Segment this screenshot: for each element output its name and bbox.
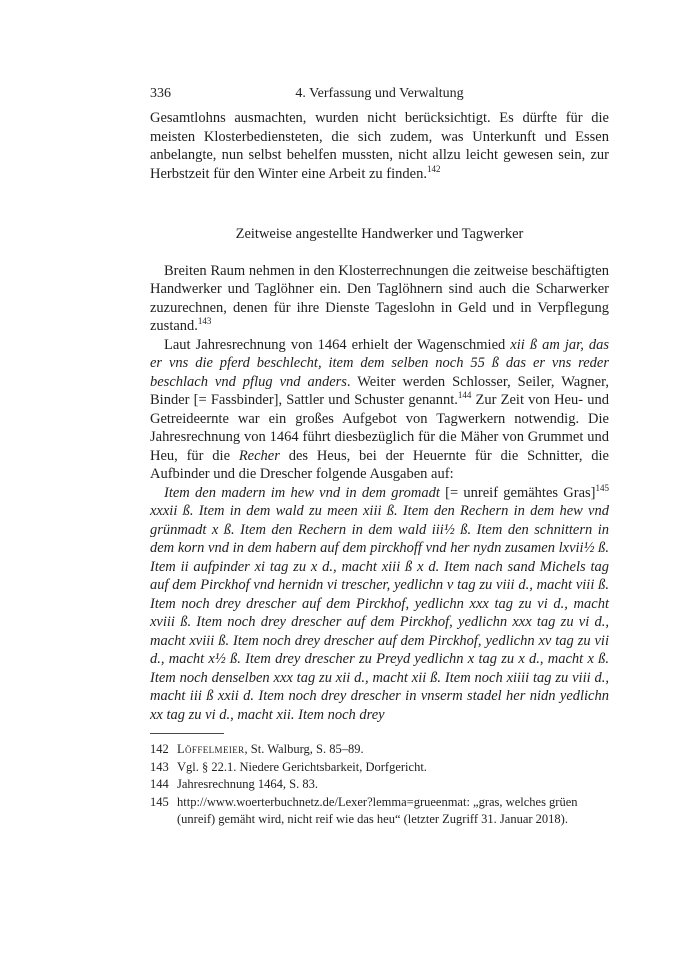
text-run: Recher <box>238 447 280 464</box>
text-run: [= unreif gemähtes Gras] <box>439 484 596 501</box>
paragraph-jahresrechnung <box>150 336 609 484</box>
footnote-number: 144 <box>150 777 169 791</box>
footnote-separator <box>150 733 224 734</box>
chapter-title: 4. Verfassung und Verwaltung <box>295 86 464 101</box>
text-run: Jahresrechnung 1464, S. 83. <box>177 777 318 791</box>
footnote-number: 143 <box>150 759 169 774</box>
footnote-reference: 145 <box>595 482 610 493</box>
text-run: Laut Jahresrechnung von 1464 erhielt der Wagenschmied <box>164 336 511 353</box>
paragraph-intro <box>150 109 609 183</box>
paragraph-quote <box>150 484 609 725</box>
text-block <box>150 109 609 724</box>
text-run: Zur Zeit von Heu- und Getreideernte war ein großes Aufgebot von Tagwerkern notwendig. Die Jahresrechnung von 1464 führt diesbezüglich für die Mäher von Grummet und Heu, für die <box>150 392 609 464</box>
text-run: xii ß am jar, das er vns die pferd beschlecht, item dem selben noch 55 ß das er vns reder beschlach vnd pflug vnd anders <box>150 336 610 390</box>
paragraph-handwerker <box>150 262 609 336</box>
text-run: . Weiter werden Schlosser, Seiler, Wagner, Binder [= Fassbinder], Sattler und Schuster genannt. <box>150 373 609 408</box>
running-header <box>150 86 609 104</box>
footnote-text <box>177 795 578 827</box>
footnote-text <box>177 742 364 756</box>
text-run: Item den madern im hew vnd in dem gromadt <box>164 484 440 501</box>
footnote-144 <box>150 776 609 794</box>
page-number: 336 <box>150 86 171 101</box>
footnote-142 <box>150 741 609 759</box>
footnote-text <box>177 777 318 791</box>
footnote-text <box>177 760 427 774</box>
text-run: Breiten Raum nehmen in den Klosterrechnungen die zeitweise beschäftigten Handwerker und Taglöhner ein. Den Taglöhnern sind auch die Scharwerker zuzurechnen, denen für ihre Dienste Tageslohn in Geld und in Verpflegung zustand. <box>150 262 609 334</box>
text-run: , St. Walburg, S. 85–89. <box>244 742 364 756</box>
text-run: http://www.woerterbuchnetz.de/Lexer?lemma=grueenmat: „gras, welches grüen (unreif) gemäht wird, nicht reif wie das heu“ (letzter Zugriff 31. Januar 2018). <box>177 794 578 826</box>
footnote-number: 142 <box>150 742 169 756</box>
footnote-number: 145 <box>150 794 169 809</box>
section-heading: Zeitweise angestellte Handwerker und Tagwerker <box>235 226 524 242</box>
footnote-143 <box>150 759 609 777</box>
text-run: xxxii ß. Item in dem wald zu meen xiii ß. Item den Rechern in dem hew vnd grünmadt x ß. Item den Rechern in dem wald iii½ ß. Item den schnittern in dem korn vnd in dem habern auf dem pirckhoff vnd her nydn zusamen lxvii½ ß. Item ii aufpinder xi tag zu x d., macht xiii ß x d. Item nach sand Michels tag auf dem Pirckhof vnd hernidn vi trescher, yedlichn v tag zu viii d., macht viii ß. Item noch drey drescher auf dem Pirckhof, yedlichn xxx tag zu vi d., macht xviii ß. Item noch drey drescher auf dem Pirckhof, yedlichn xxx tag zu vi d., macht xviii ß. Item noch drey drescher auf dem Pirckhof, yedlichn xv tag zu vii d., macht x½ ß. Item drey drescher zu Preyd yedlichn x tag zu x d., macht x ß. Item noch denselben xxx tag zu xii d., macht xii ß. Item noch xiiii tag zu viii d., macht iii ß xxii d. Item noch drey drescher in vnserm stadel her nidn yedlichn xx tag zu vi d., macht xii. Item noch drey <box>150 503 609 723</box>
footnote-reference: 143 <box>197 316 212 327</box>
footnotes-section <box>150 733 609 829</box>
footnote-145 <box>150 794 609 829</box>
text-run: Gesamtlohns ausmachten, wurden nicht berücksichtigt. Es dürfte für die meisten Klosterbediensteten, die sich zudem, was Unterkunft und Essen anbelangte, nun selbst behelfen mussten, nicht allzu leicht gewesen sein, zur Herbstzeit für den Winter eine Arbeit zu finden. <box>150 110 609 182</box>
footnote-reference: 144 <box>457 390 472 401</box>
text-run: Vgl. § 22.1. Niedere Gerichtsbarkeit, Dorfgericht. <box>177 759 427 774</box>
text-run: Löffelmeier <box>177 742 245 756</box>
text-run: des Heus, bei der Heuernte für die Schnitter, die Aufbinder und die Drescher folgende Ausgaben auf: <box>150 447 609 482</box>
footnote-reference: 142 <box>426 163 441 174</box>
